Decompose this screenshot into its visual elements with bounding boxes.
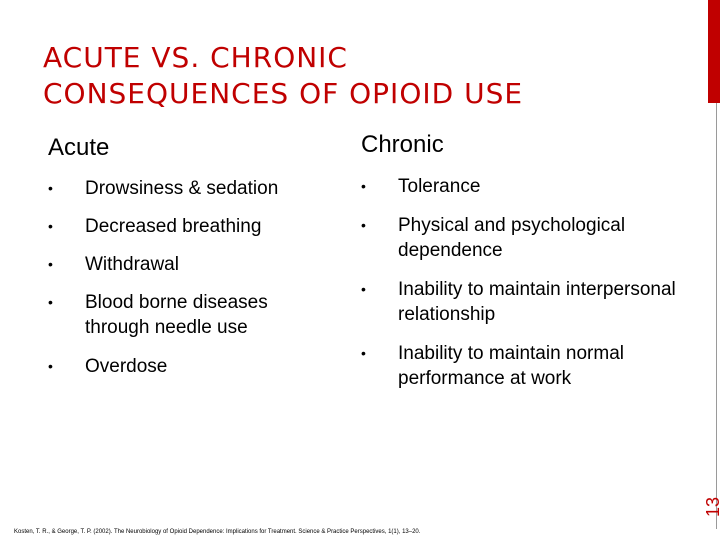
chronic-item-text: Physical and psychological dependence: [398, 215, 626, 261]
acute-item-text: Drowsiness & sedation: [85, 178, 279, 199]
acute-heading: Acute: [48, 134, 110, 161]
acute-list: [48, 176, 328, 392]
citation-footnote: Kosten, T. R., & George, T. P. (2002). The Neurobiology of Opioid Dependence: Implications for Treatment. Science & Practice Perspectives, 1(1), 13–20.: [14, 529, 421, 535]
bullet: •: [48, 294, 53, 310]
slide-number: 13: [703, 496, 723, 518]
bullet: •: [361, 178, 366, 194]
acute-item-text: Decreased breathing: [85, 216, 262, 237]
bullet: •: [48, 180, 53, 196]
bullet: •: [361, 345, 366, 361]
bullet: •: [48, 218, 53, 234]
slide-title-line-2: CONSEQUENCES OF OPIOID USE: [43, 77, 524, 110]
bullet: •: [361, 281, 366, 297]
chronic-list: [361, 174, 681, 405]
acute-item: [48, 176, 328, 201]
chronic-heading: Chronic: [361, 131, 444, 158]
accent-bar: [708, 0, 720, 103]
acute-item: [48, 252, 328, 277]
chronic-item-text: Inability to maintain interpersonal relationship: [398, 279, 676, 325]
chronic-item: [361, 277, 681, 327]
bullet: •: [48, 358, 53, 374]
chronic-item-text: Inability to maintain normal performance at work: [398, 343, 624, 389]
chronic-item-text: Tolerance: [398, 176, 481, 197]
bullet: •: [48, 256, 53, 272]
acute-item-text: Overdose: [85, 356, 168, 377]
chronic-item: [361, 341, 681, 391]
acute-item-text: Withdrawal: [85, 254, 179, 275]
acute-item: [48, 290, 328, 340]
chronic-item: [361, 213, 681, 263]
acute-item-text: Blood borne diseases through needle use: [85, 292, 268, 338]
side-rule: [716, 103, 717, 529]
slide-title: [43, 40, 663, 112]
slide-title-line-1: ACUTE VS. CHRONIC: [43, 41, 348, 74]
chronic-item: [361, 174, 681, 199]
acute-item: [48, 214, 328, 239]
bullet: •: [361, 217, 366, 233]
acute-item: [48, 354, 328, 379]
